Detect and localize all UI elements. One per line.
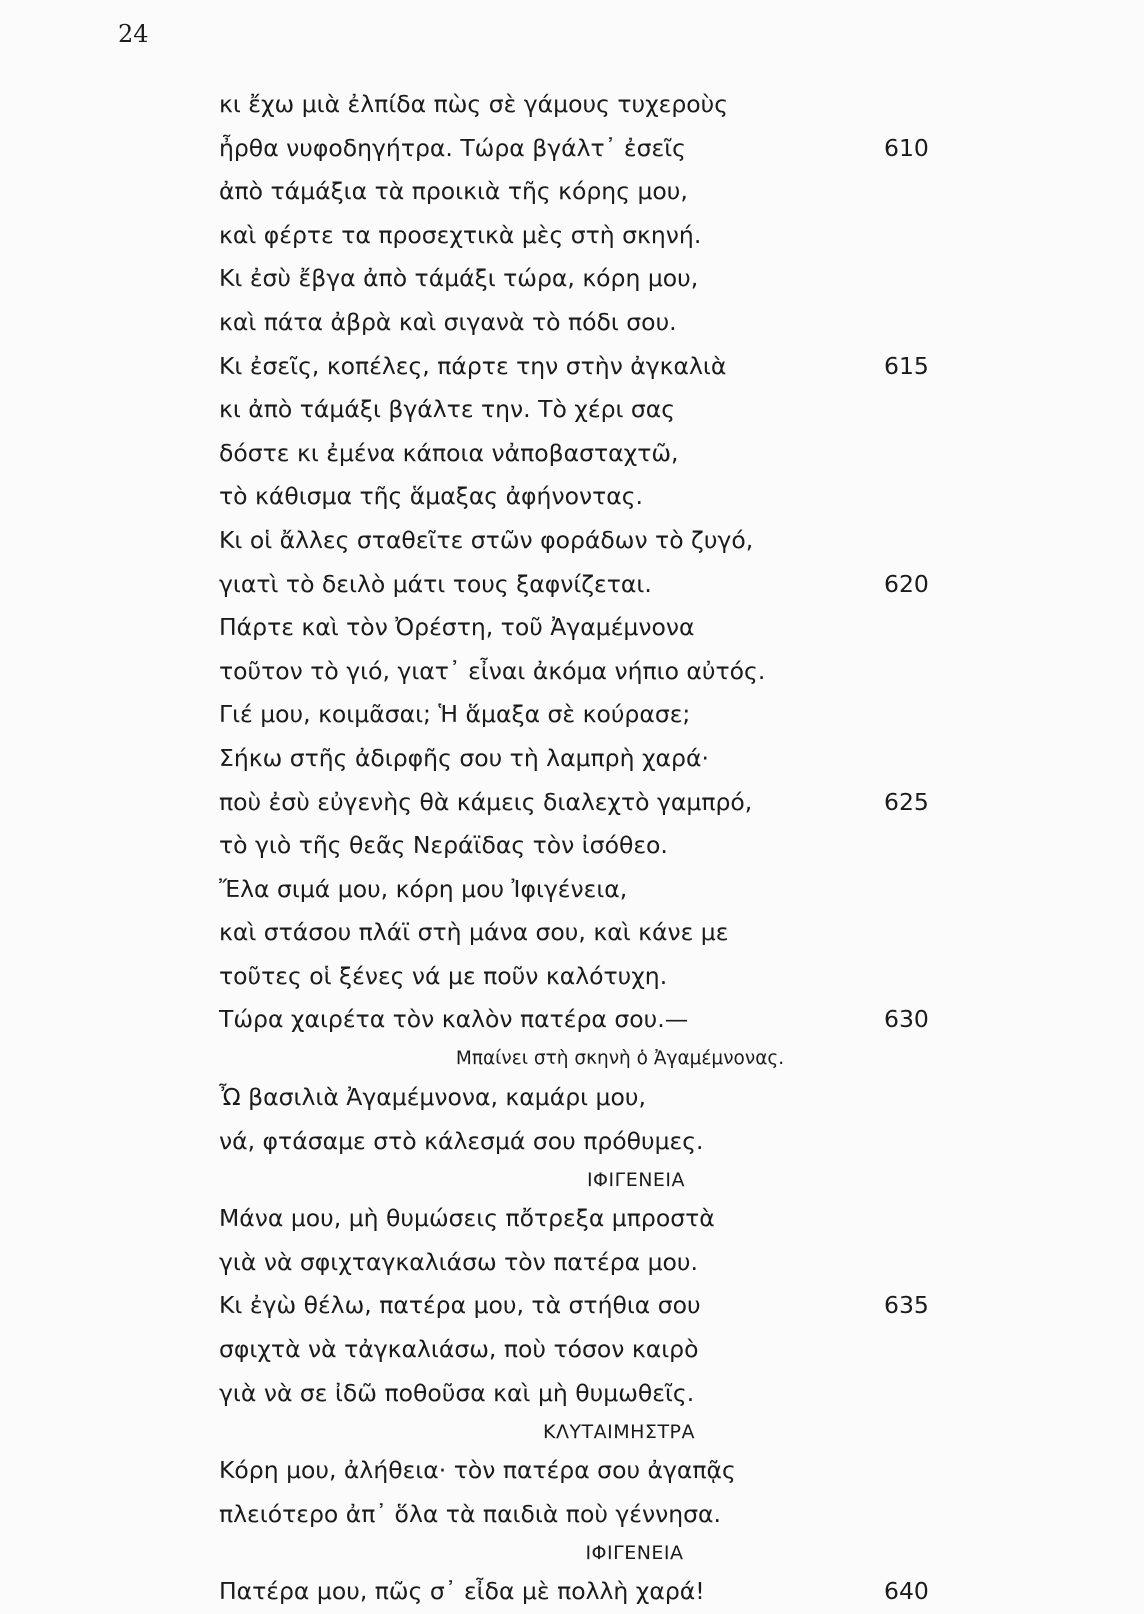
verse-text: κι ἀπὸ τάμάξι βγάλτε την. Τὸ χέρι σας: [219, 395, 676, 424]
line-number: 625: [884, 787, 929, 816]
verse-line: [0, 83, 1144, 127]
verse-line: [0, 911, 1144, 955]
verse-text: Γιέ μου, κοιμᾶσαι; Ἡ ἅμαξα σὲ κούρασε;: [219, 700, 691, 729]
verse-line: [0, 1328, 1144, 1372]
verse-line: [0, 388, 1144, 432]
verse-text: Κι ἐσεῖς, κοπέλες, πάρτε την στὴν ἀγκαλιὰ: [219, 351, 727, 380]
verse-text: τοῦτον τὸ γιό, γιατ᾽ εἶναι ἀκόμα νήπιο αὐτός.: [219, 656, 766, 685]
verse-text: Πατέρα μου, πῶς σ᾽ εἶδα μὲ πολλὴ χαρά!: [219, 1577, 705, 1606]
verse-text: γιατὶ τὸ δειλὸ μάτι τους ξαφνίζεται.: [219, 569, 652, 598]
line-number: 640: [884, 1577, 929, 1606]
speaker-name: [0, 1163, 1144, 1197]
line-number: 635: [884, 1291, 929, 1320]
verse-text: Μάνα μου, μὴ θυμώσεις πὄτρεξα μπροστὰ: [219, 1204, 715, 1233]
verse-line: [0, 1284, 1144, 1328]
verse-text: Κι ἐσὺ ἔβγα ἀπὸ τάμάξι τώρα, κόρη μου,: [219, 264, 699, 293]
verse-line: [0, 257, 1144, 301]
verse-line: [0, 1570, 1144, 1614]
verse-line: [0, 519, 1144, 563]
stage-direction-text: Μπαίνει στὴ σκηνὴ ὁ Ἀγαμέμνονας.: [455, 1048, 785, 1070]
verse-line: [0, 475, 1144, 519]
verse-text: Ὦ βασιλιὰ Ἀγαμέμνονα, καμάρι μου,: [219, 1083, 646, 1112]
verse-text: Κι οἱ ἄλλες σταθεῖτε στῶν φοράδων τὸ ζυγό,: [219, 525, 754, 554]
verse-text: ἦρθα νυφοδηγήτρα. Τώρα βγάλτ᾽ ἐσεῖς: [219, 133, 686, 162]
verse-line: [0, 301, 1144, 345]
line-number: 630: [884, 1005, 929, 1034]
verse-line: [0, 868, 1144, 912]
verse-line: [0, 1449, 1144, 1493]
verse-text: Κόρη μου, ἀλήθεια· τὸν πατέρα σου ἀγαπᾷς: [219, 1456, 736, 1485]
verse-text: τὸ κάθισμα τῆς ἅμαξας ἀφήνοντας.: [219, 482, 643, 511]
verse-line: [0, 1241, 1144, 1285]
verse-text: γιὰ νὰ σε ἰδῶ ποθοῦσα καὶ μὴ θυμωθεῖς.: [219, 1378, 695, 1407]
verse-line: [0, 693, 1144, 737]
verse-text: γιὰ νὰ σφιχταγκαλιάσω τὸν πατέρα μου.: [219, 1247, 698, 1276]
verse-text: καὶ στάσου πλάϊ στὴ μάνα σου, καὶ κάνε με: [219, 918, 729, 947]
verse-text: πλειότερο ἀπ᾽ ὅλα τὰ παιδιὰ ποὺ γέννησα.: [219, 1499, 722, 1528]
verse-text: ἀπὸ τάμάξια τὰ προικιὰ τῆς κόρης μου,: [219, 177, 688, 206]
verse-text: Τώρα χαιρέτα τὸν καλὸν πατέρα σου.—: [219, 1005, 689, 1034]
verse-line: [0, 998, 1144, 1042]
verse-line: [0, 781, 1144, 825]
verse-line: [0, 606, 1144, 650]
verse-line: [0, 650, 1144, 694]
page-number: 24: [118, 20, 149, 48]
verse-text: καὶ πάτα ἀβρὰ καὶ σιγανὰ τὸ πόδι σου.: [219, 307, 677, 336]
stage-direction: [0, 1042, 1144, 1076]
verse-line: [0, 432, 1144, 476]
verse-text: τοῦτες οἱ ξένες νά με ποῦν καλότυχη.: [219, 961, 668, 990]
verse-line: [0, 1372, 1144, 1416]
verse-line: [0, 1197, 1144, 1241]
speaker-label: ΚΛΥΤΑΙΜΗΣΤΡΑ: [542, 1421, 696, 1444]
verse-line: [0, 1076, 1144, 1120]
verse-line: [0, 170, 1144, 214]
verse-line: [0, 345, 1144, 389]
line-number: 620: [884, 569, 929, 598]
verse-text: καὶ φέρτε τα προσεχτικὰ μὲς στὴ σκηνή.: [219, 220, 702, 249]
verse-text: Πάρτε καὶ τὸν Ὀρέστη, τοῦ Ἀγαμέμνονα: [219, 613, 695, 642]
verse-text: ποὺ ἐσὺ εὐγενὴς θὰ κάμεις διαλεχτὸ γαμπρό,: [219, 787, 753, 816]
speaker-name: [0, 1415, 1144, 1449]
verse-text: σφιχτὰ νὰ τἀγκαλιάσω, ποὺ τόσον καιρὸ: [219, 1335, 699, 1364]
verse-line: [0, 127, 1144, 171]
verse-line: [0, 1493, 1144, 1537]
verse-text: δόστε κι ἐμένα κάποια νἀποβασταχτῶ,: [219, 438, 679, 467]
verse-line: [0, 1120, 1144, 1164]
speaker-name: [0, 1536, 1144, 1570]
verse-text: τὸ γιὸ τῆς θεᾶς Νεράϊδας τὸν ἰσόθεο.: [219, 831, 668, 860]
verse-text: κι ἔχω μιὰ ἐλπίδα πὼς σὲ γάμους τυχεροὺς: [219, 90, 729, 118]
verse-text: Ἔλα σιμά μου, κόρη μου Ἰφιγένεια,: [219, 874, 628, 903]
verse-text: νά, φτάσαμε στὸ κάλεσμά σου πρόθυμες.: [219, 1126, 704, 1155]
verse-text: Σήκω στῆς ἀδιρφῆς σου τὴ λαμπρὴ χαρά·: [219, 743, 709, 772]
verse-line: [0, 563, 1144, 607]
speaker-label: ΙΦΙΓΕΝΕΙΑ: [585, 1542, 684, 1565]
verse-line: [0, 737, 1144, 781]
play-text: [0, 83, 1144, 1614]
speaker-label: ΙΦΙΓΕΝΕΙΑ: [586, 1169, 686, 1192]
verse-line: [0, 955, 1144, 999]
line-number: 610: [884, 133, 929, 162]
line-number: 615: [884, 351, 929, 380]
verse-text: Κι ἐγὼ θέλω, πατέρα μου, τὰ στήθια σου: [219, 1291, 701, 1320]
verse-line: [0, 214, 1144, 258]
verse-line: [0, 824, 1144, 868]
